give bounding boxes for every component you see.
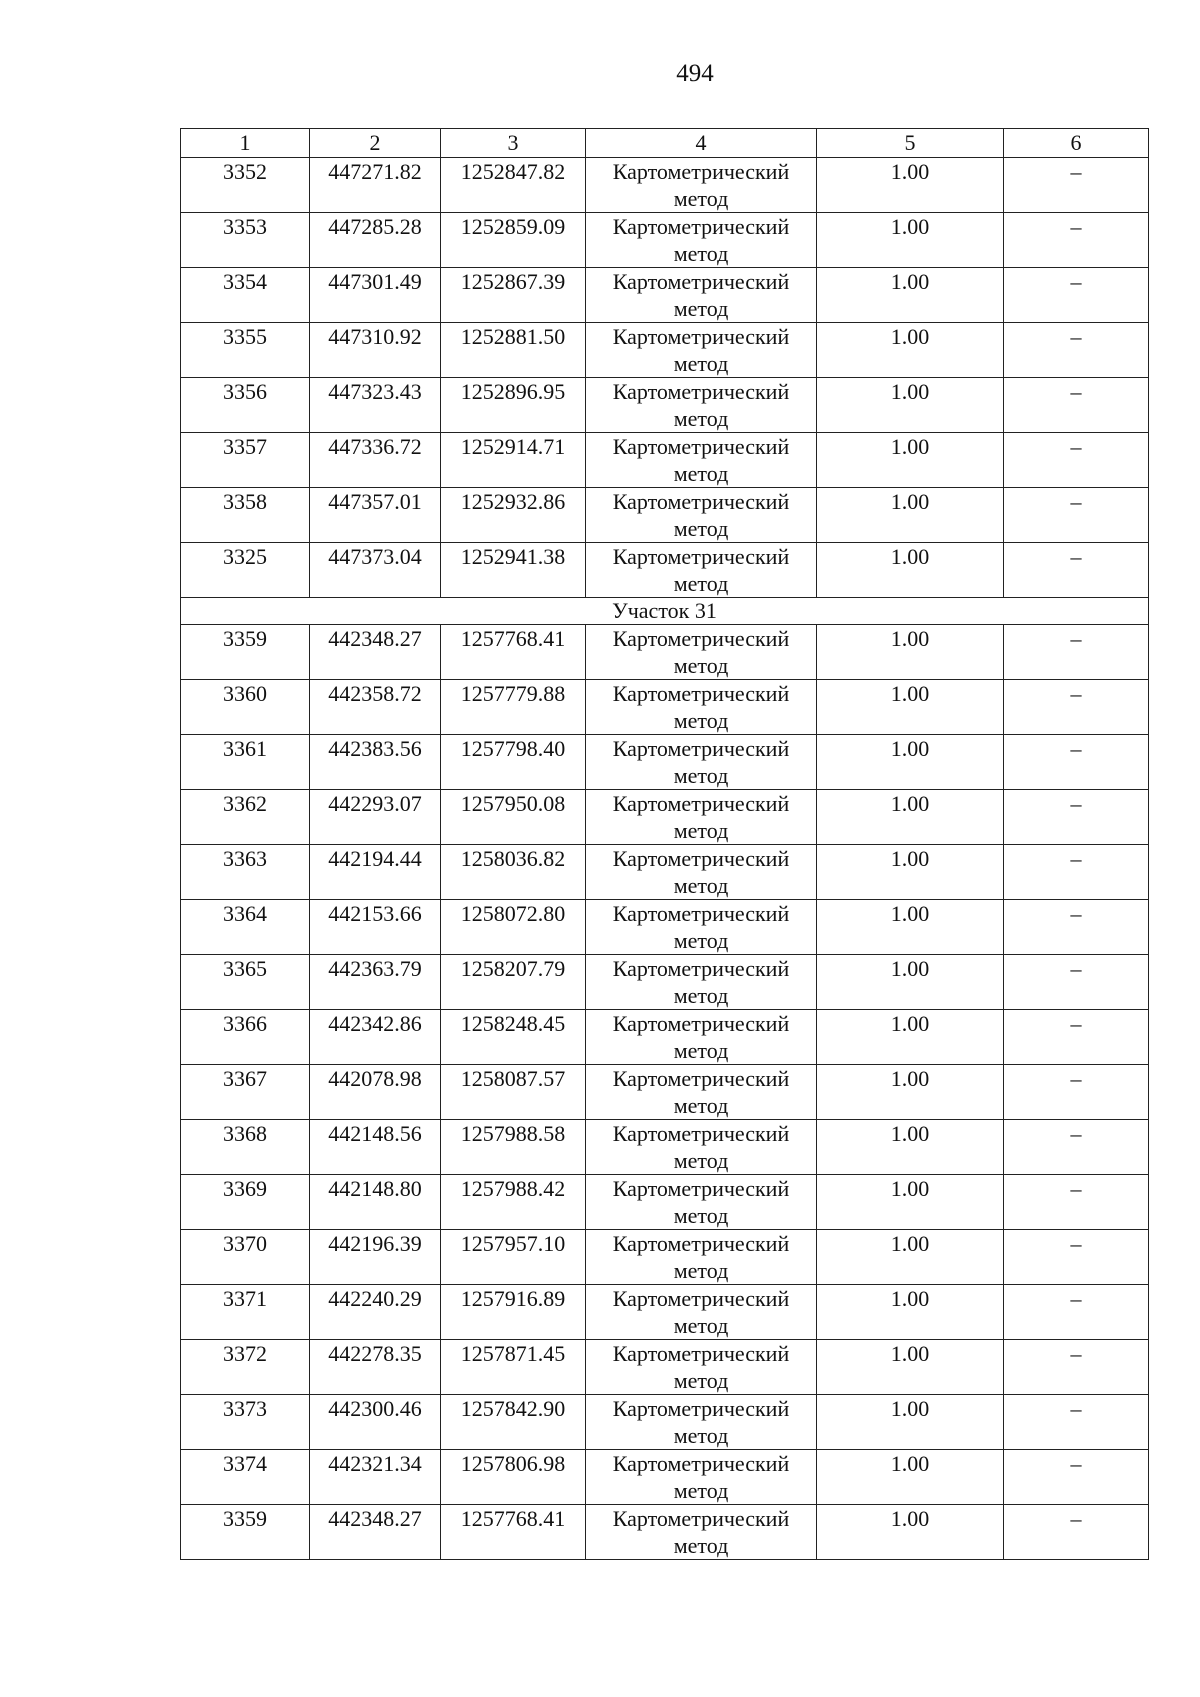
method-line-1: Картометрический — [612, 489, 790, 514]
method-line-1: Картометрический — [612, 901, 790, 926]
method-cell — [586, 213, 817, 268]
method-line-2: метод — [673, 516, 729, 541]
x-coordinate-cell: 447336.72 — [310, 433, 441, 488]
note-cell: – — [1004, 955, 1149, 1010]
point-number-cell: 3325 — [181, 543, 310, 598]
x-coordinate-cell: 447310.92 — [310, 323, 441, 378]
column-header: 2 — [310, 129, 441, 158]
accuracy-cell: 1.00 — [817, 378, 1004, 433]
note-cell: – — [1004, 1065, 1149, 1120]
method-line-2: метод — [673, 1038, 729, 1063]
table-row — [181, 1340, 1149, 1395]
method-line-2: метод — [673, 1093, 729, 1118]
point-number-cell: 3356 — [181, 378, 310, 433]
note-cell: – — [1004, 790, 1149, 845]
accuracy-cell: 1.00 — [817, 790, 1004, 845]
table-row — [181, 1120, 1149, 1175]
accuracy-cell: 1.00 — [817, 488, 1004, 543]
method-line-2: метод — [673, 296, 729, 321]
method-line-1: Картометрический — [612, 1506, 790, 1531]
x-coordinate-cell: 442153.66 — [310, 900, 441, 955]
method-cell — [586, 680, 817, 735]
point-number-cell: 3371 — [181, 1285, 310, 1340]
point-number-cell: 3353 — [181, 213, 310, 268]
method-line-2: метод — [673, 1478, 729, 1503]
column-header: 3 — [441, 129, 586, 158]
coordinates-table — [180, 128, 1149, 1560]
method-line-1: Картометрический — [612, 269, 790, 294]
column-header: 4 — [586, 129, 817, 158]
accuracy-cell: 1.00 — [817, 1065, 1004, 1120]
table-row — [181, 735, 1149, 790]
method-cell — [586, 1285, 817, 1340]
method-cell — [586, 433, 817, 488]
x-coordinate-cell: 442194.44 — [310, 845, 441, 900]
method-cell — [586, 790, 817, 845]
point-number-cell: 3373 — [181, 1395, 310, 1450]
method-line-1: Картометрический — [612, 379, 790, 404]
table-row — [181, 1395, 1149, 1450]
table-row — [181, 323, 1149, 378]
point-number-cell: 3372 — [181, 1340, 310, 1395]
note-cell: – — [1004, 680, 1149, 735]
x-coordinate-cell: 447301.49 — [310, 268, 441, 323]
table-row — [181, 790, 1149, 845]
method-line-2: метод — [673, 653, 729, 678]
x-coordinate-cell: 442300.46 — [310, 1395, 441, 1450]
point-number-cell: 3352 — [181, 158, 310, 213]
note-cell: – — [1004, 735, 1149, 790]
method-cell — [586, 625, 817, 680]
method-cell — [586, 1505, 817, 1560]
method-line-2: метод — [673, 241, 729, 266]
y-coordinate-cell: 1252932.86 — [441, 488, 586, 543]
point-number-cell: 3369 — [181, 1175, 310, 1230]
method-line-2: метод — [673, 186, 729, 211]
method-cell — [586, 955, 817, 1010]
table-row — [181, 955, 1149, 1010]
x-coordinate-cell: 442240.29 — [310, 1285, 441, 1340]
note-cell: – — [1004, 1450, 1149, 1505]
x-coordinate-cell: 442383.56 — [310, 735, 441, 790]
method-line-1: Картометрический — [612, 791, 790, 816]
accuracy-cell: 1.00 — [817, 680, 1004, 735]
y-coordinate-cell: 1257988.58 — [441, 1120, 586, 1175]
point-number-cell: 3359 — [181, 1505, 310, 1560]
table-row — [181, 1450, 1149, 1505]
note-cell: – — [1004, 900, 1149, 955]
note-cell: – — [1004, 268, 1149, 323]
point-number-cell: 3370 — [181, 1230, 310, 1285]
note-cell: – — [1004, 158, 1149, 213]
method-cell — [586, 735, 817, 790]
point-number-cell: 3366 — [181, 1010, 310, 1065]
method-line-1: Картометрический — [612, 626, 790, 651]
method-line-1: Картометрический — [612, 1176, 790, 1201]
coordinates-table-body — [181, 129, 1149, 1560]
accuracy-cell: 1.00 — [817, 433, 1004, 488]
y-coordinate-cell: 1252867.39 — [441, 268, 586, 323]
accuracy-cell: 1.00 — [817, 845, 1004, 900]
accuracy-cell: 1.00 — [817, 1175, 1004, 1230]
point-number-cell: 3363 — [181, 845, 310, 900]
note-cell: – — [1004, 323, 1149, 378]
y-coordinate-cell: 1258036.82 — [441, 845, 586, 900]
method-cell — [586, 543, 817, 598]
accuracy-cell: 1.00 — [817, 735, 1004, 790]
method-line-2: метод — [673, 571, 729, 596]
point-number-cell: 3374 — [181, 1450, 310, 1505]
method-line-1: Картометрический — [612, 159, 790, 184]
table-row — [181, 433, 1149, 488]
x-coordinate-cell: 442348.27 — [310, 625, 441, 680]
method-cell — [586, 1175, 817, 1230]
section-title: Участок 31 — [181, 598, 1149, 625]
method-line-2: метод — [673, 1368, 729, 1393]
accuracy-cell: 1.00 — [817, 1230, 1004, 1285]
table-row — [181, 680, 1149, 735]
y-coordinate-cell: 1252914.71 — [441, 433, 586, 488]
note-cell: – — [1004, 213, 1149, 268]
method-line-2: метод — [673, 406, 729, 431]
point-number-cell: 3354 — [181, 268, 310, 323]
column-header: 6 — [1004, 129, 1149, 158]
table-row — [181, 1285, 1149, 1340]
point-number-cell: 3367 — [181, 1065, 310, 1120]
y-coordinate-cell: 1257950.08 — [441, 790, 586, 845]
y-coordinate-cell: 1257779.88 — [441, 680, 586, 735]
note-cell: – — [1004, 378, 1149, 433]
table-row — [181, 1065, 1149, 1120]
method-line-2: метод — [673, 1148, 729, 1173]
y-coordinate-cell: 1252881.50 — [441, 323, 586, 378]
note-cell: – — [1004, 1505, 1149, 1560]
x-coordinate-cell: 442196.39 — [310, 1230, 441, 1285]
point-number-cell: 3357 — [181, 433, 310, 488]
x-coordinate-cell: 442348.27 — [310, 1505, 441, 1560]
note-cell: – — [1004, 433, 1149, 488]
page-number: 494 — [676, 60, 714, 87]
section-row — [181, 598, 1149, 625]
accuracy-cell: 1.00 — [817, 213, 1004, 268]
accuracy-cell: 1.00 — [817, 268, 1004, 323]
method-line-2: метод — [673, 983, 729, 1008]
accuracy-cell: 1.00 — [817, 1340, 1004, 1395]
method-cell — [586, 268, 817, 323]
method-line-1: Картометрический — [612, 1451, 790, 1476]
note-cell: – — [1004, 625, 1149, 680]
table-row — [181, 268, 1149, 323]
table-row — [181, 488, 1149, 543]
table-row — [181, 845, 1149, 900]
method-line-2: метод — [673, 1203, 729, 1228]
method-line-2: метод — [673, 708, 729, 733]
method-cell — [586, 1450, 817, 1505]
accuracy-cell: 1.00 — [817, 158, 1004, 213]
table-row — [181, 625, 1149, 680]
method-line-1: Картометрический — [612, 1011, 790, 1036]
note-cell: – — [1004, 1285, 1149, 1340]
method-cell — [586, 1395, 817, 1450]
method-line-2: метод — [673, 928, 729, 953]
x-coordinate-cell: 447271.82 — [310, 158, 441, 213]
y-coordinate-cell: 1252896.95 — [441, 378, 586, 433]
note-cell: – — [1004, 1395, 1149, 1450]
method-line-2: метод — [673, 1313, 729, 1338]
y-coordinate-cell: 1258072.80 — [441, 900, 586, 955]
column-header: 1 — [181, 129, 310, 158]
x-coordinate-cell: 447357.01 — [310, 488, 441, 543]
point-number-cell: 3362 — [181, 790, 310, 845]
accuracy-cell: 1.00 — [817, 1010, 1004, 1065]
note-cell: – — [1004, 1230, 1149, 1285]
method-line-2: метод — [673, 818, 729, 843]
accuracy-cell: 1.00 — [817, 1505, 1004, 1560]
accuracy-cell: 1.00 — [817, 900, 1004, 955]
method-line-1: Картометрический — [612, 956, 790, 981]
y-coordinate-cell: 1257916.89 — [441, 1285, 586, 1340]
table-row — [181, 900, 1149, 955]
x-coordinate-cell: 442363.79 — [310, 955, 441, 1010]
y-coordinate-cell: 1257988.42 — [441, 1175, 586, 1230]
accuracy-cell: 1.00 — [817, 543, 1004, 598]
point-number-cell: 3365 — [181, 955, 310, 1010]
table-row — [181, 1010, 1149, 1065]
method-cell — [586, 378, 817, 433]
y-coordinate-cell: 1257842.90 — [441, 1395, 586, 1450]
y-coordinate-cell: 1252941.38 — [441, 543, 586, 598]
accuracy-cell: 1.00 — [817, 1120, 1004, 1175]
note-cell: – — [1004, 488, 1149, 543]
y-coordinate-cell: 1258248.45 — [441, 1010, 586, 1065]
note-cell: – — [1004, 845, 1149, 900]
table-row — [181, 543, 1149, 598]
method-line-1: Картометрический — [612, 1286, 790, 1311]
point-number-cell: 3361 — [181, 735, 310, 790]
point-number-cell: 3364 — [181, 900, 310, 955]
y-coordinate-cell: 1258087.57 — [441, 1065, 586, 1120]
x-coordinate-cell: 447373.04 — [310, 543, 441, 598]
accuracy-cell: 1.00 — [817, 625, 1004, 680]
method-line-2: метод — [673, 1258, 729, 1283]
method-line-1: Картометрический — [612, 544, 790, 569]
y-coordinate-cell: 1257806.98 — [441, 1450, 586, 1505]
x-coordinate-cell: 447323.43 — [310, 378, 441, 433]
method-cell — [586, 845, 817, 900]
method-cell — [586, 1120, 817, 1175]
note-cell: – — [1004, 543, 1149, 598]
accuracy-cell: 1.00 — [817, 323, 1004, 378]
note-cell: – — [1004, 1010, 1149, 1065]
table-row — [181, 213, 1149, 268]
method-line-2: метод — [673, 1423, 729, 1448]
method-line-1: Картометрический — [612, 736, 790, 761]
table-row — [181, 158, 1149, 213]
y-coordinate-cell: 1257957.10 — [441, 1230, 586, 1285]
method-line-2: метод — [673, 1533, 729, 1558]
x-coordinate-cell: 442321.34 — [310, 1450, 441, 1505]
method-line-1: Картометрический — [612, 1396, 790, 1421]
column-header: 5 — [817, 129, 1004, 158]
method-line-1: Картометрический — [612, 434, 790, 459]
method-line-2: метод — [673, 351, 729, 376]
table-row — [181, 1505, 1149, 1560]
method-line-1: Картометрический — [612, 214, 790, 239]
method-cell — [586, 488, 817, 543]
y-coordinate-cell: 1257798.40 — [441, 735, 586, 790]
table-row — [181, 1230, 1149, 1285]
method-line-1: Картометрический — [612, 1231, 790, 1256]
y-coordinate-cell: 1257768.41 — [441, 625, 586, 680]
method-line-1: Картометрический — [612, 324, 790, 349]
y-coordinate-cell: 1258207.79 — [441, 955, 586, 1010]
y-coordinate-cell: 1257871.45 — [441, 1340, 586, 1395]
accuracy-cell: 1.00 — [817, 955, 1004, 1010]
method-line-2: метод — [673, 763, 729, 788]
method-line-1: Картометрический — [612, 1341, 790, 1366]
method-line-1: Картометрический — [612, 846, 790, 871]
method-line-2: метод — [673, 461, 729, 486]
y-coordinate-cell: 1257768.41 — [441, 1505, 586, 1560]
method-line-2: метод — [673, 873, 729, 898]
x-coordinate-cell: 442358.72 — [310, 680, 441, 735]
point-number-cell: 3360 — [181, 680, 310, 735]
accuracy-cell: 1.00 — [817, 1285, 1004, 1340]
method-cell — [586, 1065, 817, 1120]
method-cell — [586, 323, 817, 378]
point-number-cell: 3358 — [181, 488, 310, 543]
note-cell: – — [1004, 1175, 1149, 1230]
table-row — [181, 378, 1149, 433]
point-number-cell: 3359 — [181, 625, 310, 680]
table-row — [181, 1175, 1149, 1230]
y-coordinate-cell: 1252859.09 — [441, 213, 586, 268]
x-coordinate-cell: 442293.07 — [310, 790, 441, 845]
x-coordinate-cell: 442148.80 — [310, 1175, 441, 1230]
method-cell — [586, 1340, 817, 1395]
method-line-1: Картометрический — [612, 1121, 790, 1146]
method-cell — [586, 900, 817, 955]
method-cell — [586, 1010, 817, 1065]
method-cell — [586, 1230, 817, 1285]
x-coordinate-cell: 442278.35 — [310, 1340, 441, 1395]
note-cell: – — [1004, 1340, 1149, 1395]
method-cell — [586, 158, 817, 213]
point-number-cell: 3355 — [181, 323, 310, 378]
accuracy-cell: 1.00 — [817, 1395, 1004, 1450]
x-coordinate-cell: 442342.86 — [310, 1010, 441, 1065]
column-header-row — [181, 129, 1149, 158]
y-coordinate-cell: 1252847.82 — [441, 158, 586, 213]
note-cell: – — [1004, 1120, 1149, 1175]
method-line-1: Картометрический — [612, 681, 790, 706]
point-number-cell: 3368 — [181, 1120, 310, 1175]
x-coordinate-cell: 447285.28 — [310, 213, 441, 268]
x-coordinate-cell: 442148.56 — [310, 1120, 441, 1175]
method-line-1: Картометрический — [612, 1066, 790, 1091]
accuracy-cell: 1.00 — [817, 1450, 1004, 1505]
x-coordinate-cell: 442078.98 — [310, 1065, 441, 1120]
